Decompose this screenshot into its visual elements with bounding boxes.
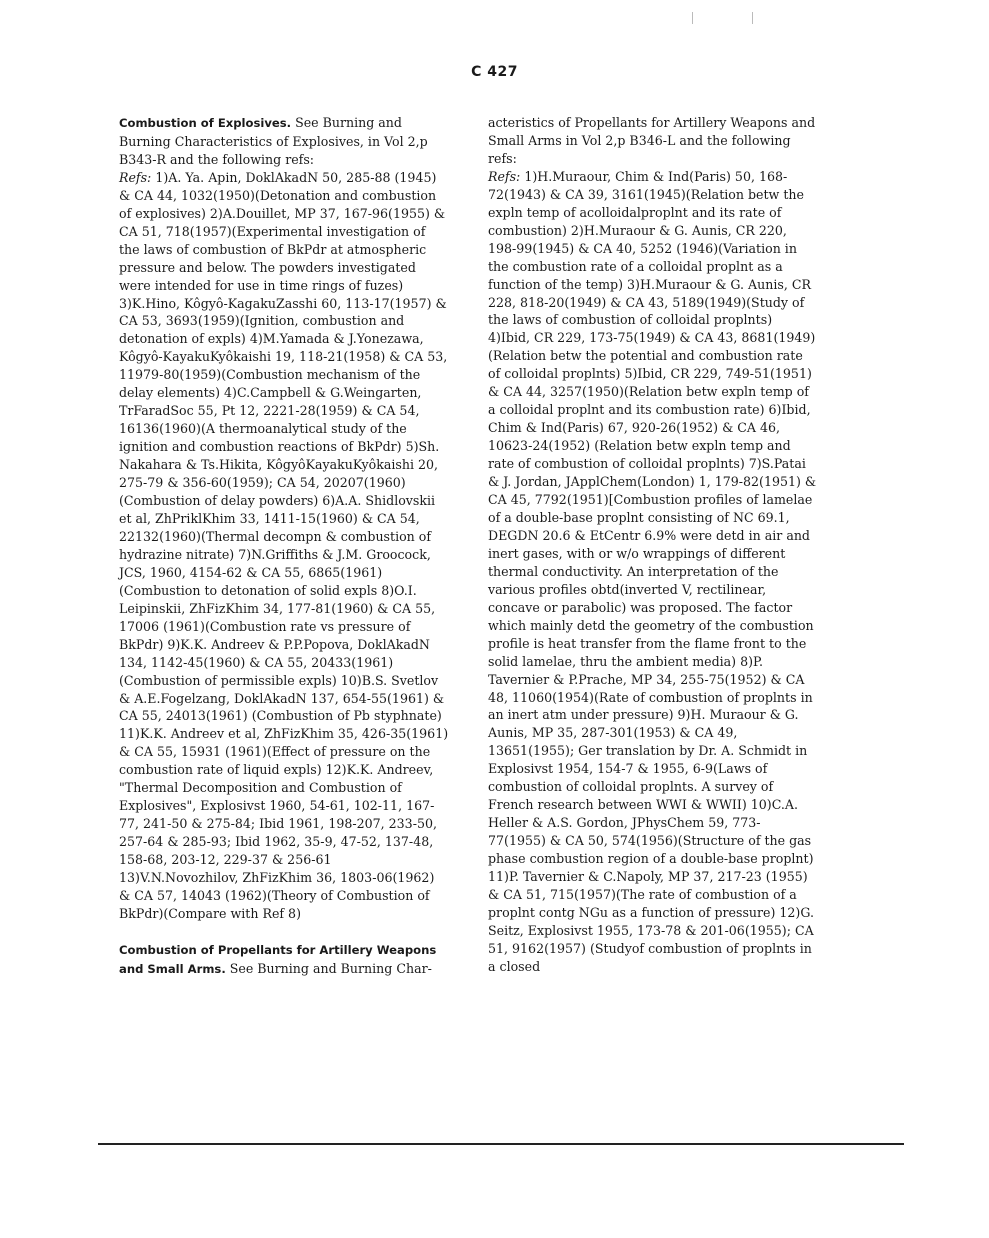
entry-intro-explosives: See Burning and Burning Characteristics of Explosives, in Vol 2,p B343-R and the following refs: — [119, 115, 428, 167]
entry-propellants-continued — [488, 114, 818, 976]
entry-heading-propellants: Combustion of Propellants for Artillery Weapons and Small Arms. — [119, 942, 437, 976]
scan-mark-left — [692, 12, 693, 24]
refs-list-propellants: 1)H.Muraour, Chim & Ind(Paris) 50, 168-72(1943) & CA 39, 3161(1945)(Relation betw the expln temp of acolloidalproplnt and its rate of combustion) 2)H.Muraour & G. Aunis, CR 220, 198-99(1945) & CA 40, 5252 (1946)(Variation in the combustion rate of a colloidal proplnt as a function of the temp) 3)H.Muraour & G. Aunis, CR 228, 818-20(1949) & CA 43, 5189(1949)(Study of the laws of combustion of colloidal proplnts) 4)Ibid, CR 229, 173-75(1949) & CA 43, 8681(1949)(Relation betw the potential and combustion rate of colloidal proplnts) 5)Ibid, CR 229, 749-51(1951) & CA 44, 3257(1950)(Relation betw expln temp of a colloidal proplnt and its combustion rate) 6)Ibid, Chim & Ind(Paris) 67, 920-26(1952) & CA 46, 10623-24(1952) (Relation betw expln temp and rate of combustion of colloidal proplnts) 7)S.Patai & J. Jordan, JApplChem(London) 1, 179-82(1951) & CA 45, 7792(1951)[Combustion profiles of lamelae of a double-base proplnt consisting of NC 69.1, DEGDN 20.6 & EtCentr 6.9% were detd in air and inert gases, with or w/o wrappings of different thermal conductivity. An interpretation of the various profiles obtd(inverted V, rectilinear, concave or parabolic) was proposed. The factor which mainly detd the geometry of the combustion profile is heat transfer from the flame front to the solid lamelae, thru the ambient media) 8)P. Tavernier & P.Prache, MP 34, 255-75(1952) & CA 48, 11060(1954)(Rate of combustion of proplnts in an inert atm under pressure) 9)H. Muraour & G. Aunis, MP 35, 287-301(1953) & CA 49, 13651(1955); Ger translation by Dr. A. Schmidt in Explosivst 1954, 154-7 & 1955, 6-9(Laws of combustion of colloidal proplnts. A survey of French research between WWI & WWII) 10)C.A. Heller & A.S. Gordon, JPhysChem 59, 773-77(1955) & CA 50, 574(1956)(Structure of the gas phase combustion region of a double-base proplnt) 11)P. Tavernier & C.Napoly, MP 37, 217-23 (1955) & CA 51, 715(1957)(The rate of combustion of a proplnt contg NGu as a function of pressure) 12)G. Seitz, Explosivst 1955, 173-78 & 201-06(1955); CA 51, 9162(1957) (Studyof combustion of proplnts in a closed — [488, 168, 817, 974]
entry-intro-propellants: See Burning and Burning Char- — [225, 960, 432, 976]
refs-label: Refs: — [488, 168, 521, 184]
refs-label: Refs: — [119, 169, 152, 185]
entry-combustion-of-propellants — [119, 941, 449, 979]
scan-mark-right — [752, 12, 753, 24]
entry-combustion-of-explosives — [119, 114, 449, 923]
bottom-rule — [98, 1143, 904, 1145]
left-column — [119, 114, 449, 979]
entry-intro-propellants-cont: acteristics of Propellants for Artillery Weapons and Small Arms in Vol 2,p B346-L and the following refs: — [488, 115, 816, 166]
entry-gap — [119, 923, 449, 941]
right-column — [488, 114, 818, 976]
refs-list-explosives: 1)A. Ya. Apin, DoklAkadN 50, 285-88 (1945) & CA 44, 1032(1950)(Detonation and combustion of explosives) 2)A.Douillet, MP 37, 167-96(1955) & CA 51, 718(1957)(Experimental investigation of the laws of combustion of BkPdr at atmospheric pressure and below. The powders investigated were intended for use in time rings of fuzes) 3)K.Hino, Kôgyô-KagakuZasshi 60, 113-17(1957) & CA 53, 3693(1959)(Ignition, combustion and detonation of expls) 4)M.Yamada & J.Yonezawa, Kôgyô-KayakuKyôkaishi 19, 118-21(1958) & CA 53, 11979-80(1959)(Combustion mechanism of the delay elements) 4)C.Campbell & G.Weingarten, TrFaradSoc 55, Pt 12, 2221-28(1959) & CA 54, 16136(1960)(A thermoanalytical study of the ignition and combustion reactions of BkPdr) 5)Sh. Nakahara & Ts.Hikita, KôgyôKayakuKyôkaishi 20, 275-79 & 356-60(1959); CA 54, 20207(1960)(Combustion of delay powders) 6)A.A. Shidlovskii et al, ZhPriklKhim 33, 1411-15(1960) & CA 54, 22132(1960)(Thermal decompn & combustion of hydrazine nitrate) 7)N.Griffiths & J.M. Groocock, JCS, 1960, 4154-62 & CA 55, 6865(1961) (Combustion to detonation of solid expls 8)O.I. Leipinskii, ZhFizKhim 34, 177-81(1960) & CA 55, 17006 (1961)(Combustion rate vs pressure of BkPdr) 9)K.K. Andreev & P.P.Popova, DoklAkadN 134, 1142-45(1960) & CA 55, 20433(1961) (Combustion of permissible expls) 10)B.S. Svetlov & A.E.Fogelzang, DoklAkadN 137, 654-55(1961) & CA 55, 24013(1961) (Combustion of Pb styphnate) 11)K.K. Andreev et al, ZhFizKhim 35, 426-35(1961) & CA 55, 15931 (1961)(Effect of pressure on the combustion rate of liquid expls) 12)K.K. Andreev, "Thermal Decomposition and Combustion of Explosives", Explosivst 1960, 54-61, 102-11, 167-77, 241-50 & 275-84; Ibid 1961, 198-207, 233-50, 257-64 & 285-93; Ibid 1962, 35-9, 47-52, 137-48, 158-68, 203-12, 229-37 & 256-61 13)V.N.Novozhilov, ZhFizKhim 36, 1803-06(1962) & CA 57, 14043 (1962)(Theory of Combustion of BkPdr)(Compare with Ref 8) — [119, 169, 449, 921]
entry-heading-explosives: Combustion of Explosives. — [119, 116, 292, 130]
page-number: C 427 — [471, 64, 518, 80]
